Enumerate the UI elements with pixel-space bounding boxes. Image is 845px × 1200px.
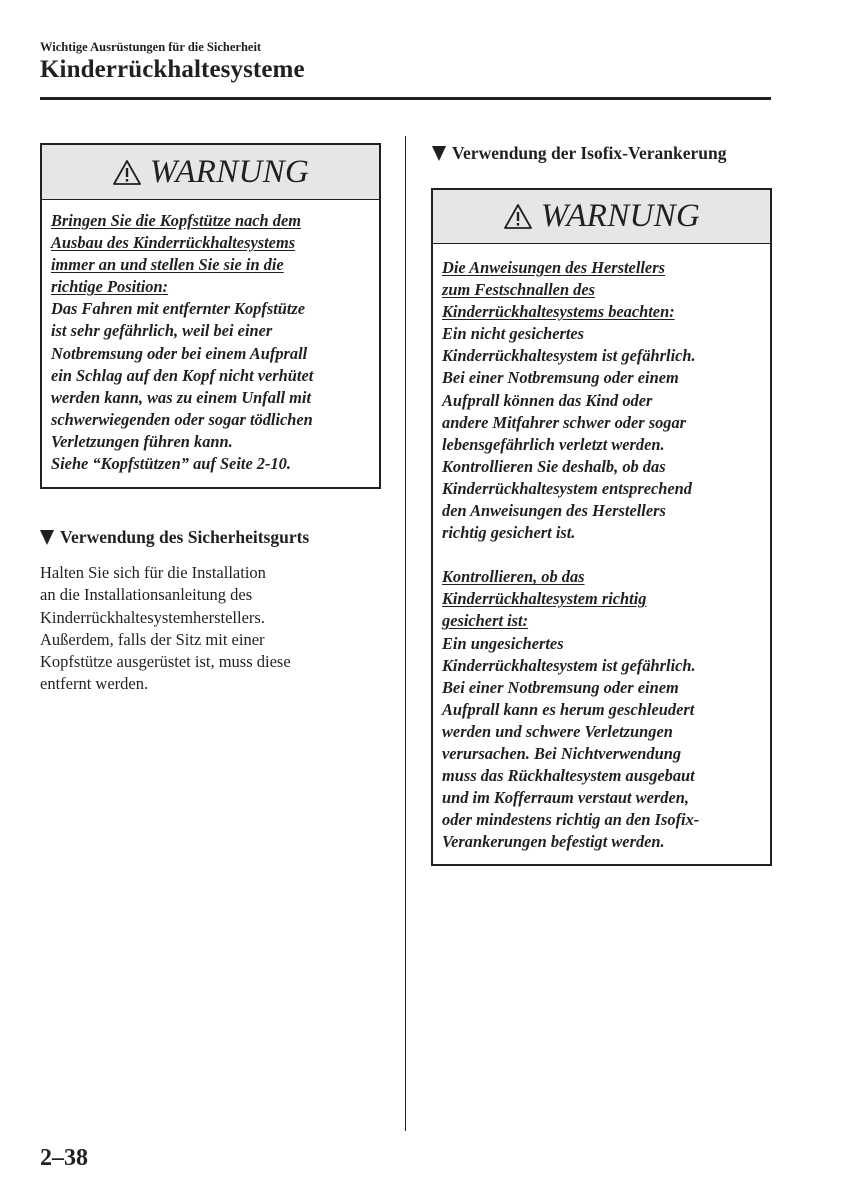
- subheading-isofix: [432, 143, 727, 164]
- header-rule: [40, 97, 771, 100]
- warning-line: Ein ungesichertes: [442, 633, 564, 653]
- warning-line: Kinderrückhaltesystem ist gefährlich.: [442, 655, 696, 675]
- warning-box-isofix: [431, 188, 772, 866]
- warning-body: [433, 244, 770, 853]
- warning-line: muss das Rückhaltesystem ausgebaut: [442, 766, 695, 786]
- warning-box-head-restraint: [40, 143, 381, 489]
- warning-line-underlined: Kinderrückhaltesystem richtig: [442, 589, 647, 609]
- body-line: Außerdem, falls der Sitz mit einer: [40, 629, 265, 649]
- warning-line-underlined: immer an und stellen Sie sie in die: [51, 255, 284, 275]
- page-number: 2–38: [40, 1145, 88, 1171]
- body-line: Kopfstütze ausgerüstet ist, muss diese: [40, 652, 291, 672]
- body-line: Halten Sie sich für die Installation: [40, 563, 266, 582]
- warning-line: Bei einer Notbremsung oder einem: [442, 677, 679, 697]
- paragraph-gap: [442, 544, 764, 566]
- warning-line: Kinderrückhaltesystem entsprechend: [442, 478, 692, 498]
- warning-line: Ein nicht gesichertes: [442, 324, 585, 344]
- warning-line-underlined: Bringen Sie die Kopfstütze nach dem: [51, 211, 301, 230]
- warning-header: [42, 145, 379, 200]
- warning-line: Kontrollieren Sie deshalb, ob das: [442, 456, 666, 476]
- warning-header: [433, 190, 770, 244]
- warning-line: Aufprall kann es herum geschleudert: [442, 699, 695, 719]
- warning-line: Verankerungen befestigt werden.: [442, 832, 665, 852]
- body-line: an die Installationsanleitung des: [40, 585, 253, 605]
- header-section-label: Wichtige Ausrüstungen für die Sicherheit: [40, 40, 262, 54]
- warning-line-underlined: richtige Position:: [51, 277, 169, 297]
- page-title: Kinderrückhaltesysteme: [40, 56, 305, 83]
- warning-line: oder mindestens richtig an den Isofix-: [442, 810, 700, 830]
- warning-line: werden und schwere Verletzungen: [442, 721, 673, 741]
- warning-body: [42, 200, 379, 475]
- warning-line-underlined: Ausbau des Kinderrückhaltesystems: [51, 233, 296, 253]
- triangle-down-icon: [432, 146, 446, 161]
- warning-triangle-icon: [112, 159, 142, 186]
- body-line: Kinderrückhaltesystemherstellers.: [40, 607, 265, 627]
- subheading-text: Verwendung der Isofix-Verankerung: [452, 143, 727, 163]
- warning-line: ein Schlag auf den Kopf nicht verhütet: [51, 365, 314, 385]
- warning-line: ist sehr gefährlich, weil bei einer: [51, 321, 273, 341]
- seatbelt-instructions: [40, 562, 380, 696]
- warning-line: schwerwiegenden oder sogar tödlichen: [51, 409, 313, 429]
- warning-line: und im Kofferraum verstaut werden,: [442, 788, 689, 808]
- warning-title: WARNUNG: [149, 153, 310, 190]
- warning-line: Siehe “Kopfstützen” auf Seite 2-10.: [51, 454, 291, 474]
- column-divider: [405, 136, 406, 1131]
- warning-line: verursachen. Bei Nichtverwendung: [442, 743, 682, 763]
- warning-line: den Anweisungen des Herstellers: [442, 501, 666, 521]
- warning-line: richtig gesichert ist.: [442, 523, 576, 543]
- warning-line-underlined: zum Festschnallen des: [442, 280, 596, 300]
- warning-line: Aufprall können das Kind oder: [442, 390, 653, 410]
- triangle-down-icon: [40, 530, 54, 545]
- warning-line: werden kann, was zu einem Unfall mit: [51, 387, 312, 407]
- warning-triangle-icon: [503, 203, 533, 230]
- warning-line-underlined: Kinderrückhaltesystems beachten:: [442, 302, 675, 322]
- warning-line: Bei einer Notbremsung oder einem: [442, 368, 679, 388]
- warning-title: WARNUNG: [540, 198, 701, 234]
- warning-line: Das Fahren mit entfernter Kopfstütze: [51, 299, 306, 319]
- subheading-text: Verwendung des Sicherheitsgurts: [60, 527, 310, 547]
- warning-line-underlined: Die Anweisungen des Herstellers: [442, 258, 665, 277]
- warning-line: Kinderrückhaltesystem ist gefährlich.: [442, 346, 696, 366]
- body-line: entfernt werden.: [40, 674, 149, 694]
- warning-line: Verletzungen führen kann.: [51, 431, 233, 451]
- warning-line: andere Mitfahrer schwer oder sogar: [442, 412, 687, 432]
- warning-line-underlined: Kontrollieren, ob das: [442, 567, 585, 587]
- warning-line: Notbremsung oder bei einem Aufprall: [51, 343, 308, 363]
- warning-line-underlined: gesichert ist:: [442, 611, 529, 631]
- warning-line: lebensgefährlich verletzt werden.: [442, 434, 665, 454]
- subheading-seatbelt: [40, 527, 309, 548]
